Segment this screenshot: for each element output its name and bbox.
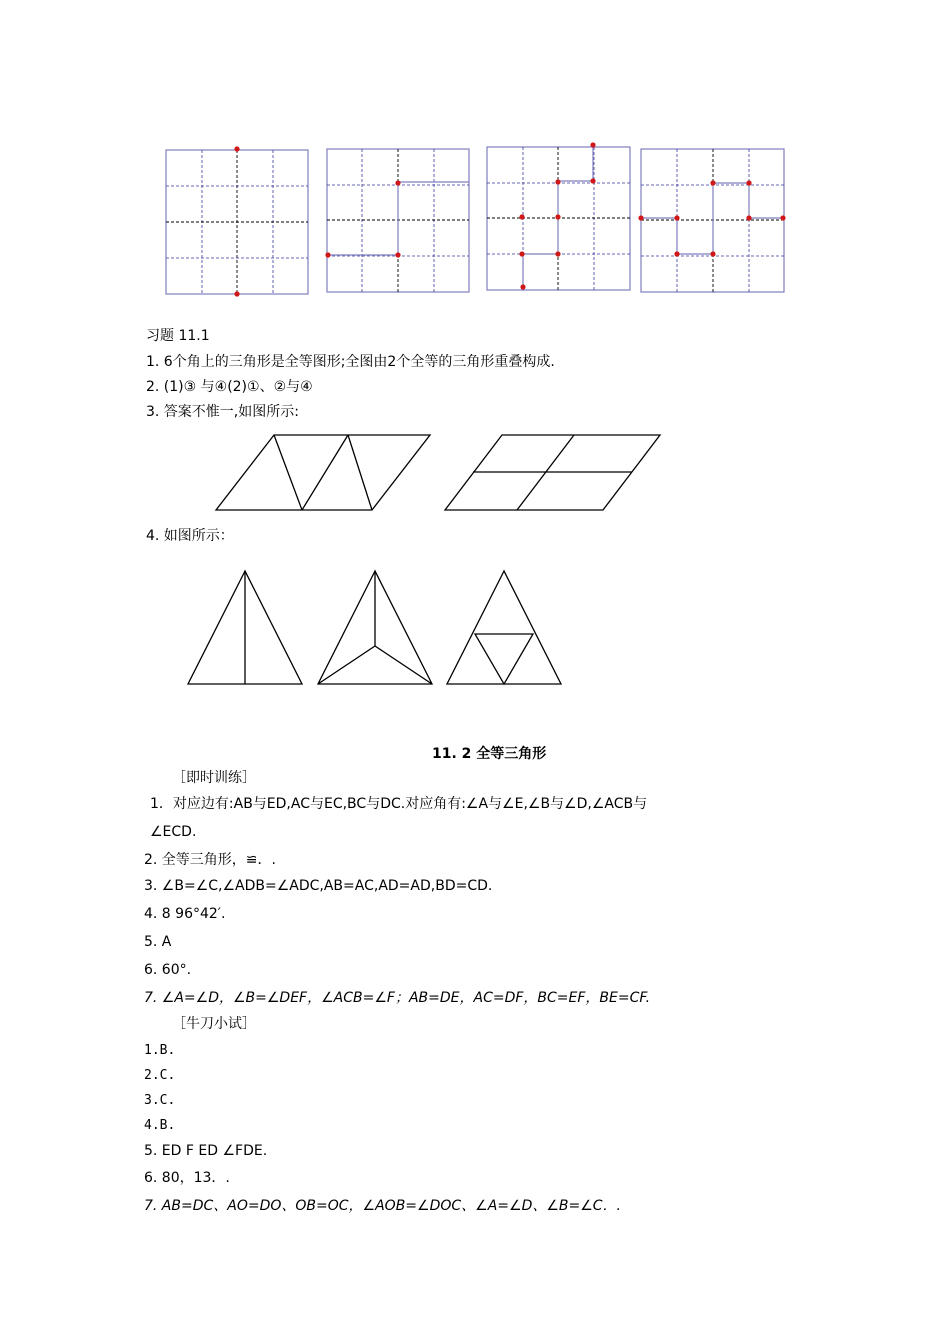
practice-heading: ［即时训练］ <box>172 770 256 786</box>
practice-item-4: 4. 8 96°42′. <box>144 906 226 922</box>
trial-item-5: 5. ED F ED ∠FDE. <box>144 1143 268 1159</box>
practice-item-1: 1．对应边有:AB与ED,AC与EC,BC与DC.对应角有:∠A与∠E,∠B与∠D,∠ACB与 <box>150 796 648 812</box>
parallelogram-quarters-figure <box>440 430 670 520</box>
exercise-item-3: 3. 答案不惟一,如图所示: <box>146 404 299 420</box>
trial-item-2: 2.C. <box>144 1068 176 1083</box>
triangle-thirds-figure <box>313 566 438 691</box>
triangle-quarters-figure <box>442 566 567 691</box>
trial-heading: ［牛刀小试］ <box>172 1016 256 1032</box>
grid-figure-3 <box>484 142 632 292</box>
exercise-item-4: 4. 如图所示： <box>146 528 234 544</box>
grid-figure-4 <box>638 146 786 294</box>
practice-item-7: 7. ∠A=∠D，∠B=∠DEF，∠ACB=∠F；AB=DE，AC=DF，BC=EF，BE=CF. <box>144 990 651 1006</box>
exercise-heading: 习题 11.1 <box>146 328 210 344</box>
practice-item-5: 5. A <box>144 934 172 950</box>
trial-item-3: 3.C. <box>144 1093 176 1108</box>
exercise-item-2: 2. (1)③ 与④(2)①、②与④ <box>146 379 313 395</box>
practice-item-1-cont: ∠ECD. <box>150 824 197 840</box>
trial-item-4: 4.B. <box>144 1118 176 1133</box>
practice-item-2: 2. 全等三角形，≌．. <box>144 852 276 868</box>
trial-item-7: 7. AB=DC、AO=DO、OB=OC，∠AOB=∠DOC、∠A=∠D、∠B=∠C．. <box>144 1198 622 1214</box>
triangle-halves-figure <box>184 566 309 691</box>
exercise-item-1: 1. 6个角上的三角形是全等图形;全图由2个全等的三角形重叠构成. <box>146 354 555 370</box>
grid-figure-2 <box>324 146 472 294</box>
practice-item-6: 6. 60°. <box>144 962 192 978</box>
trial-item-6: 6. 80，13．. <box>144 1170 230 1186</box>
parallelogram-triangles-figure <box>210 430 440 520</box>
section-title: 11. 2 全等三角形 <box>432 746 547 762</box>
practice-item-3: 3. ∠B=∠C,∠ADB=∠ADC,AB=AC,AD=AD,BD=CD. <box>144 878 493 894</box>
trial-item-1: 1.B. <box>144 1043 176 1058</box>
grid-figure-1 <box>164 146 310 296</box>
